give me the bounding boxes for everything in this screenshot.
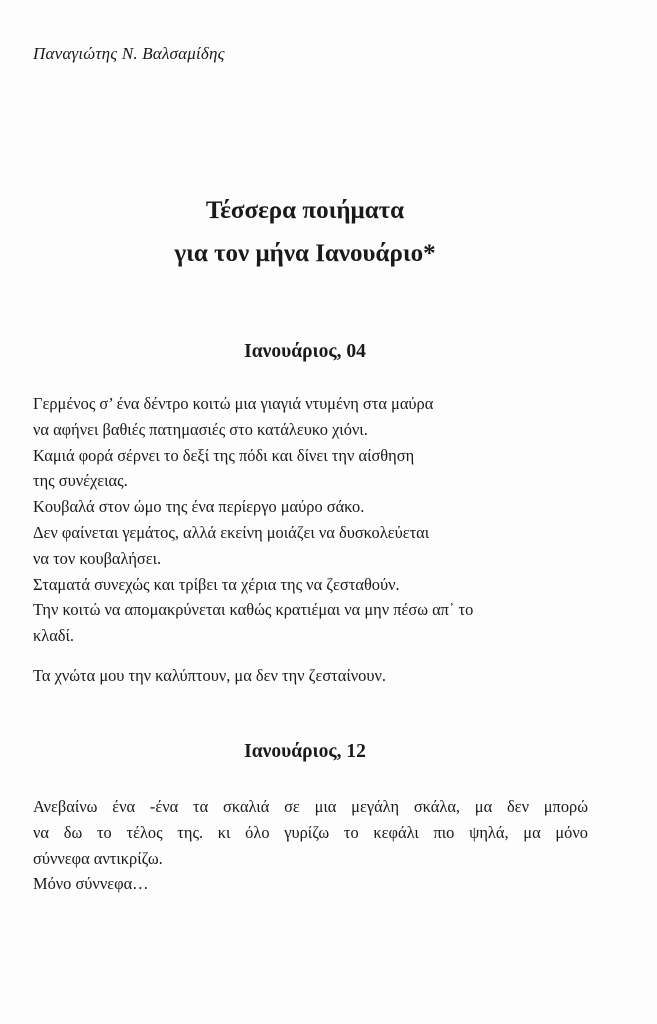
poem-body xyxy=(33,391,473,695)
poem-line: της συνέχειας. xyxy=(33,471,128,491)
poem-line: Τα χνώτα μου την καλύπτουν, μα δεν την ζεσταίνουν. xyxy=(33,665,386,685)
poem-heading: Ιανουάριος, 04 xyxy=(244,341,366,362)
poem-line: να τον κουβαλήσει. xyxy=(33,548,162,568)
poem-line: Καμιά φορά σέρνει το δεξί της πόδι και δίνει την αίσθηση xyxy=(33,445,415,465)
poem-line: Μόνο σύννεφα… xyxy=(33,874,149,894)
page-title-line-2: για τον μήνα Ιανουάριο* xyxy=(174,240,436,267)
poem-line: Ανεβαίνω ένα -ένα τα σκαλιά σε μια μεγάλη σκάλα, μα δεν μπορώ xyxy=(33,797,588,816)
poem-line: Κουβαλά στον ώμο της ένα περίεργο μαύρο σάκο. xyxy=(33,497,365,517)
poem-line: Την κοιτώ να απομακρύνεται καθώς κρατιέμαι να μην πέσω απ᾽ το xyxy=(33,600,474,620)
poem-body xyxy=(33,794,588,897)
poem-line: κλαδί. xyxy=(33,626,75,646)
poem-line: Γερμένος σ’ ένα δέντρο κοιτώ μια γιαγιά ντυμένη στα μαύρα xyxy=(33,394,434,413)
poem-line: να αφήνει βαθιές πατημασιές στο κατάλευκο χιόνι. xyxy=(33,419,368,439)
poem-line: να δω το τέλος της. κι όλο γυρίζω το κεφάλι πιο ψηλά, μα μόνο xyxy=(33,822,588,842)
poem-line: Σταματά συνεχώς και τρίβει τα χέρια της να ζεσταθούν. xyxy=(33,574,400,594)
poem-line: σύννεφα αντικρίζω. xyxy=(33,848,163,868)
poem-heading: Ιανουάριος, 12 xyxy=(244,741,366,762)
author-name: Παναγιώτης Ν. Βαλσαμίδης xyxy=(33,44,225,63)
poem-line: Δεν φαίνεται γεμάτος, αλλά εκείνη μοιάζει να δυσκολεύεται xyxy=(33,522,430,542)
page-title-line-1: Τέσσερα ποιήματα xyxy=(205,197,405,224)
